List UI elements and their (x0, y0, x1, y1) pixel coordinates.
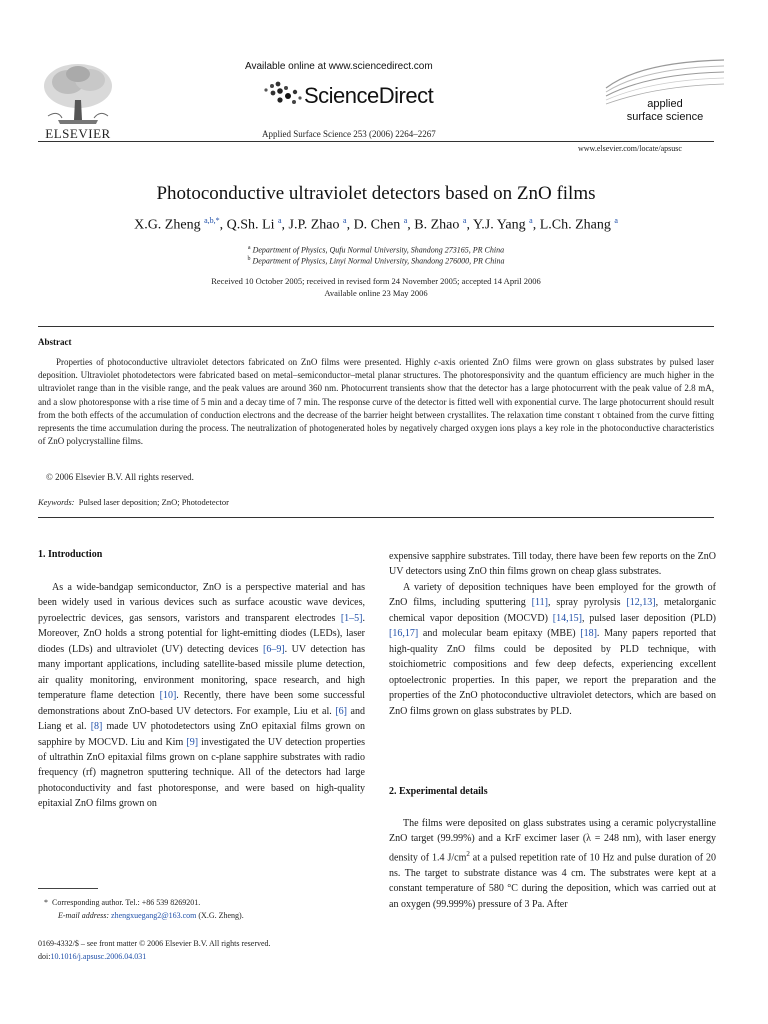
citation-link[interactable]: [11] (531, 597, 548, 609)
received-dates: Received 10 October 2005; received in revised form 24 November 2005; accepted 14 April 2006 (211, 276, 541, 286)
footnote-email (58, 910, 244, 922)
right-column-text (389, 549, 716, 719)
author-separator: , (407, 217, 415, 233)
paragraph-text: . Moreover, ZnO holds a strong potential for light-emitting diodes (LEDs), laser diodes (LDs) and ultraviolet (UV) detecting devices (38, 612, 365, 655)
journal-url-link[interactable]: www.elsevier.com/locate/apsusc (578, 144, 682, 153)
citation-link[interactable]: [18] (580, 628, 597, 640)
available-online-line[interactable]: Available online at www.sciencedirect.com (245, 61, 433, 72)
abstract-body (38, 356, 714, 448)
author-affiliation-mark[interactable]: a (529, 216, 533, 225)
paragraph (389, 580, 716, 719)
citation-link[interactable]: [9] (186, 736, 199, 748)
sciencedirect-dots-icon (262, 80, 304, 106)
keywords-values: Pulsed laser deposition; ZnO; Photodetector (78, 497, 229, 507)
author-affiliation-mark[interactable]: a (462, 216, 467, 225)
doi-line (38, 950, 146, 963)
affiliation-mark: a (247, 245, 251, 251)
citation-link[interactable]: [1–5] (340, 612, 363, 624)
abstract-text-italic: c (433, 357, 438, 367)
journal-logo-line1: applied (647, 98, 683, 110)
article-title: Photoconductive ultraviolet detectors based on ZnO films (156, 183, 596, 204)
keywords-line (38, 497, 229, 507)
author-affiliation-mark[interactable]: a (343, 216, 347, 225)
abstract-copyright: © 2006 Elsevier B.V. All rights reserved. (46, 472, 194, 482)
journal-logo-text (604, 98, 726, 124)
author-affiliation-mark[interactable]: a,b,* (204, 216, 220, 225)
paragraph (38, 580, 365, 812)
sciencedirect-logo[interactable]: ScienceDirect (304, 83, 434, 108)
email-link[interactable]: zhengxuegang2@163.com (111, 911, 197, 920)
header-divider (38, 141, 714, 142)
paragraph (389, 816, 716, 912)
citation-link[interactable]: [14,15] (552, 612, 582, 624)
abstract-divider (38, 517, 714, 518)
affiliation-a (38, 245, 714, 255)
author-affiliation-mark[interactable]: a (614, 216, 618, 225)
author-separator: , (346, 217, 354, 233)
author-name: Y.J. Yang (472, 217, 526, 233)
footnote-divider (38, 888, 98, 889)
citation-link[interactable]: [10] (159, 690, 177, 702)
paragraph-text: , pulsed laser deposition (PLD) (581, 612, 716, 624)
author-name: D. Chen (353, 217, 401, 233)
paragraph-text: investigated the UV detection properties of ultrathin ZnO epitaxial films grown on c-plane sapphire substrates with radio frequency (rf) magnetron sputtering technique. All of the detectors had large photoconductivity and fast photoresponse, and were based on high-quality epitaxial ZnO films grown on (38, 736, 365, 810)
abstract-text: -axis oriented ZnO films were grown on glass substrates by pulsed laser deposition. Ultraviolet photodetectors were fabricated based on metal–semiconductor–metal planar structures. The photoresponsivity and the quantum efficiency are much higher in the ultraviolet range than in the visible range, and the peak values are around 360 nm. Photocurrent transients show that the detector has a large photocurrent with the peak value of 2.8 mA, and a slow photoresponse with a rise time of 5 min and a decay time of 7 min. The response curve of the detector is fitted well with exponential curve. The large photocurrent should result from the both effects of the accumulation of conduction electrons and the decrease of the barrier height between crystallites. The relaxation time constant τ obtained from the curve fitting represents the time accumulation during the process. The neutralization of photogenerated holes by negatively charged oxygen ions plays a key role in the photoconductive characteristics of ZnO polycrystalline films. (38, 357, 714, 447)
author-separator: , (466, 217, 473, 233)
footnote-mark: * (44, 898, 48, 907)
paragraph-text: . Recently, there have been some successful demonstrations about ZnO-based UV detectors. For example, Liu et al. (38, 690, 365, 717)
citation-link[interactable]: [16,17] (389, 628, 419, 640)
author-list (38, 216, 714, 234)
keywords-label: Keywords: (38, 497, 75, 507)
author-name: Q.Sh. Li (226, 217, 275, 233)
paragraph-text: A variety of deposition techniques have been employed for the growth of ZnO films, including sputtering (389, 581, 716, 609)
abstract-heading: Abstract (38, 337, 72, 347)
issn-line: 0169-4332/$ – see front matter © 2006 Elsevier B.V. All rights reserved. (38, 939, 271, 948)
left-column-text (38, 580, 365, 812)
citation-link[interactable]: [6–9] (262, 643, 285, 655)
paragraph-text: at a pulsed repetition rate of 10 Hz and pulse duration of 20 ns. The target to substrate distance was 4 cm. The substrates were kept at a constant temperature of 580 °C during the deposition, which was carried out at an oxygen (99.999%) pressure of 3 Pa. After (389, 852, 717, 910)
doi-label: doi: (38, 952, 51, 961)
author-affiliation-mark[interactable]: a (277, 216, 282, 225)
paragraph-text: made UV photodetectors using ZnO epitaxial films grown on sapphire by MOCVD. Liu and Kim (38, 721, 366, 748)
elsevier-tree-logo (38, 60, 118, 126)
journal-citation: Applied Surface Science 253 (2006) 2264–2267 (262, 129, 436, 139)
superscript: 2 (466, 849, 470, 858)
journal-logo-line2: surface science (626, 111, 704, 123)
paragraph-text: As a wide-bandgap semiconductor, ZnO is a perspective material and has been widely used in various devices such as surface acoustic wave devices, pyroelectric devices, gas sensors, varistors and transparent electrodes (38, 582, 365, 624)
affiliation-b (38, 256, 714, 266)
section-heading-experimental: 2. Experimental details (389, 786, 488, 797)
citation-link[interactable]: [12,13] (626, 597, 656, 609)
paragraph-text: . UV detection has many important applications, including satellite-based missile plume detection, air quality monitoring, environment monitoring, space research, and high temperature flame detection (38, 643, 365, 702)
paragraph-text: The films were deposited on glass substrates using a ceramic polycrystalline ZnO target (99.99%) and a KrF excimer laser (λ = 248 nm), with laser energy density of 1.4 J/cm (389, 818, 716, 864)
paragraph-text: , spray pyrolysis (547, 597, 627, 609)
affiliation-text: Department of Physics, Linyi Normal University, Shandong 276000, PR China (252, 256, 505, 266)
author-separator: , (219, 217, 227, 233)
author-name: L.Ch. Zhang (539, 217, 611, 233)
available-date: Available online 23 May 2006 (324, 288, 428, 298)
author-name: X.G. Zheng (134, 217, 201, 233)
paragraph-continued: expensive sapphire substrates. Till today, there have been few reports on the ZnO UV detectors using ZnO thin films grown on cheap glass substrates. (389, 551, 716, 578)
affiliation-mark: b (247, 256, 251, 262)
affiliation-text: Department of Physics, Qufu Normal University, Shandong 273165, PR China (252, 245, 505, 255)
section-heading-introduction: 1. Introduction (38, 549, 103, 560)
paragraph-text: , metalorganic chemical vapor deposition (MOCVD) (389, 597, 716, 624)
author-separator: , (532, 217, 540, 233)
author-name: J.P. Zhao (288, 217, 340, 233)
footnote-corresponding (44, 897, 200, 909)
abstract-text: Properties of photoconductive ultraviolet detectors fabricated on ZnO films were presented. Highly (56, 357, 434, 367)
author-separator: , (281, 217, 289, 233)
doi-link[interactable]: 10.1016/j.apsusc.2006.04.031 (50, 952, 147, 961)
footnote-text: Corresponding author. Tel.: +86 539 8269201. (52, 898, 201, 907)
author-affiliation-mark[interactable]: a (403, 216, 408, 225)
email-label: E-mail address: (58, 911, 110, 920)
title-divider (38, 326, 714, 327)
paragraph-text: and Liang et al. (38, 705, 365, 733)
citation-link[interactable]: [8] (90, 721, 103, 733)
publisher-wordmark: ELSEVIER (45, 126, 111, 141)
experimental-text (389, 816, 716, 912)
email-owner: (X.G. Zheng). (196, 911, 244, 920)
citation-link[interactable]: [6] (335, 705, 347, 717)
paragraph-text: . Many papers reported that high-quality ZnO films could be deposited by PLD technique, with stoichiometric compositions and few deep defects, experiencing excellent optoelectronic properties. In this paper, we report the preparation and the properties of the ZnO photoconductive ultraviolet detectors, which are based on ZnO films grown on glass substrates by PLD. (389, 628, 716, 717)
author-name: B. Zhao (414, 217, 460, 233)
paragraph-text: and molecular beam epitaxy (MBE) (418, 628, 581, 640)
